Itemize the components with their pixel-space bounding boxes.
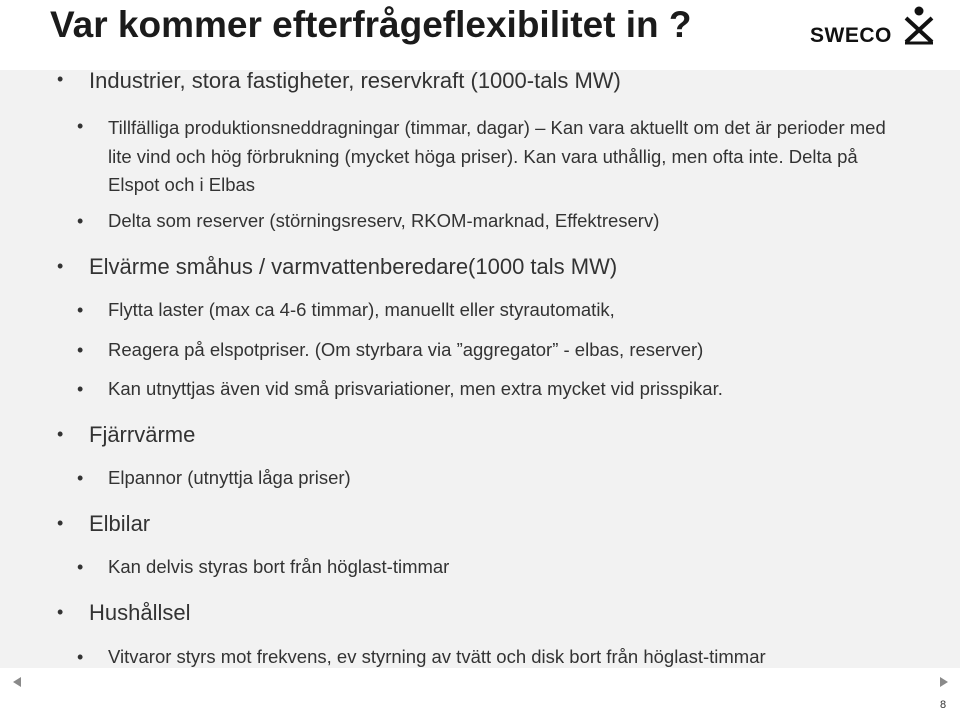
logo-text: SWECO [810,24,892,47]
list-item: Elbilar [89,511,151,536]
bullet-dot: • [57,602,64,622]
bullet-dot: • [57,256,64,276]
bullet-dot: • [77,340,84,360]
list-item: Fjärrvärme [89,422,196,447]
list-item: Tillfälliga produktionsneddragningar (timmar, dagar) – Kan vara aktuellt om det är perioder med lite vind och hög förbrukning (mycket höga priser). Kan vara uthållig, men ofta inte. Delta på Elspot och i Elbas [108,117,886,195]
bullet-dot: • [77,379,84,399]
slide-title: Var kommer efterfrågeflexibilitet in ? [50,4,692,45]
next-slide-icon[interactable] [940,677,948,687]
list-item: Industrier, stora fastigheter, reservkraft (1000-tals MW) [89,68,621,93]
bullet-dot: • [57,424,64,444]
list-item: Vitvaror styrs mot frekvens, ev styrning av tvätt och disk bort från höglast-timmar [108,646,766,667]
bullet-dot: • [77,300,84,320]
page-number: 8 [940,699,947,711]
bullet-dot: • [77,211,84,231]
list-item: Hushållsel [89,600,191,625]
bullet-dot: • [77,468,84,488]
list-item: Kan utnyttjas även vid små prisvariationer, men extra mycket vid prisspikar. [108,378,723,399]
list-item: Elvärme småhus / varmvattenberedare(1000 tals MW) [89,254,618,279]
bullet-dot: • [77,116,84,136]
bullet-dot: • [57,513,64,533]
sweco-logo-icon [902,6,936,46]
prev-slide-icon[interactable] [13,677,21,687]
list-item: Elpannor (utnyttja låga priser) [108,467,351,488]
list-item: Kan delvis styras bort från höglast-timmar [108,556,450,577]
bullet-dot: • [57,69,64,89]
list-item: Delta som reserver (störningsreserv, RKOM-marknad, Effektreserv) [108,210,660,231]
list-item: Flytta laster (max ca 4-6 timmar), manuellt eller styrautomatik, [108,299,615,320]
sweco-logo [808,6,936,48]
bullet-dot: • [77,647,84,667]
slide-footer [0,668,960,715]
bullet-dot: • [77,557,84,577]
list-item: Reagera på elspotpriser. (Om styrbara via ”aggregator” - elbas, reserver) [108,339,704,360]
